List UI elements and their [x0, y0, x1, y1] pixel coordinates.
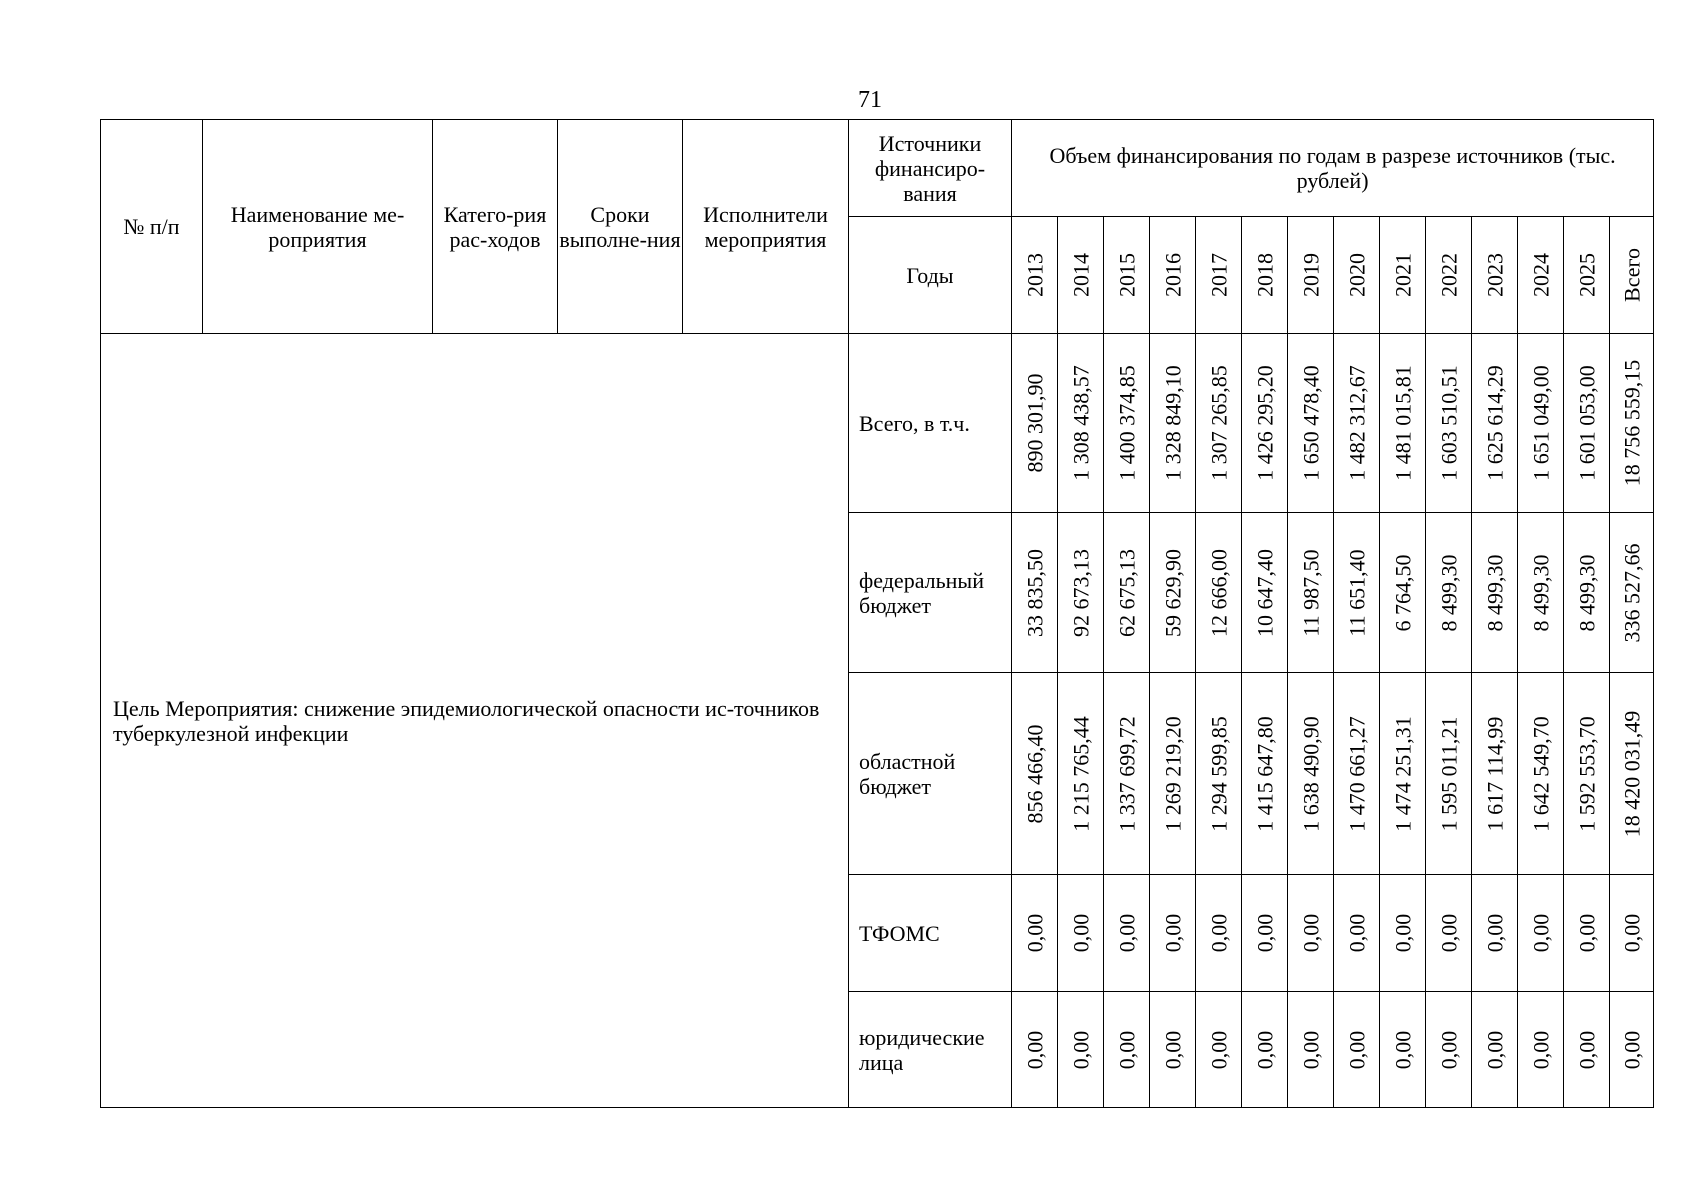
year-header-cell: [1058, 217, 1104, 334]
value: 1 307 265,85: [1206, 365, 1231, 481]
value-cell: [1334, 673, 1380, 875]
year-header: 2015: [1114, 253, 1139, 297]
value-cell: [1472, 992, 1518, 1108]
value-cell: [1610, 673, 1654, 875]
value: 6 764,50: [1390, 554, 1415, 631]
value-cell: [1380, 334, 1426, 513]
value-cell: [1472, 673, 1518, 875]
header-executors-cell: [683, 120, 849, 334]
source-cell: [849, 513, 1012, 673]
year-header: 2019: [1298, 253, 1323, 297]
value-cell: [1610, 992, 1654, 1108]
year-header: 2024: [1528, 253, 1553, 297]
value: 62 675,13: [1114, 548, 1139, 637]
year-header-cell: [1288, 217, 1334, 334]
year-header-cell: [1104, 217, 1150, 334]
value: 1 269 219,20: [1160, 715, 1185, 832]
source-label: федеральный бюджет: [859, 567, 984, 618]
value: 12 666,00: [1206, 548, 1231, 637]
value-cell: [1518, 513, 1564, 673]
header-name: Наименование ме-роприятия: [230, 201, 405, 252]
value-cell: [1104, 513, 1150, 673]
value-cell: [1426, 334, 1472, 513]
value-cell: [1058, 992, 1104, 1108]
value-cell: [1104, 992, 1150, 1108]
year-header: 2013: [1022, 253, 1047, 297]
value-cell: [1058, 673, 1104, 875]
value-cell: [1472, 334, 1518, 513]
value-cell: [1012, 875, 1058, 992]
value-cell: [1150, 513, 1196, 673]
year-header: 2025: [1574, 253, 1599, 297]
header-category: Катего-рия рас-ходов: [443, 201, 547, 252]
value: 0,00: [1574, 913, 1599, 953]
value-cell: [1104, 334, 1150, 513]
value-cell: [1472, 875, 1518, 992]
value-cell: [1518, 992, 1564, 1108]
value: 11 987,50: [1298, 548, 1323, 637]
value-cell: [1150, 992, 1196, 1108]
value: 0,00: [1114, 1030, 1139, 1069]
value-cell: [1242, 673, 1288, 875]
value: 8 499,30: [1528, 554, 1553, 631]
year-header: 2022: [1436, 253, 1461, 297]
year-header: 2021: [1390, 253, 1415, 297]
source-cell: [849, 875, 1012, 992]
value-cell: [1334, 875, 1380, 992]
value-cell: [1564, 875, 1610, 992]
year-header-cell: [1334, 217, 1380, 334]
year-header-cell: [1150, 217, 1196, 334]
value-cell: [1058, 334, 1104, 513]
value-cell: [1242, 513, 1288, 673]
value-cell: [1518, 875, 1564, 992]
value: 1 603 510,51: [1436, 365, 1461, 481]
financing-table: [100, 119, 1654, 1108]
value-cell: [1012, 513, 1058, 673]
value-cell: [1610, 334, 1654, 513]
year-header-cell: [1518, 217, 1564, 334]
value: 1 482 312,67: [1344, 365, 1369, 481]
value-cell: [1196, 673, 1242, 875]
value: 0,00: [1160, 1030, 1185, 1069]
value: 1 601 053,00: [1574, 365, 1599, 481]
header-volume: Объем финансирования по годам в разрезе источников (тыс. рублей): [1049, 143, 1616, 193]
value: 0,00: [1436, 913, 1461, 953]
value-cell: [1380, 673, 1426, 875]
source-label: ТФОМС: [859, 920, 940, 946]
source-cell: [849, 673, 1012, 875]
value: 0,00: [1298, 913, 1323, 953]
value-cell: [1380, 875, 1426, 992]
value: 10 647,40: [1252, 548, 1277, 637]
value-cell: [1564, 334, 1610, 513]
value: 33 835,50: [1022, 548, 1047, 637]
header-terms-cell: [558, 120, 683, 334]
header-terms: Сроки выполне-ния: [559, 201, 681, 252]
value-cell: [1472, 513, 1518, 673]
value: 0,00: [1482, 913, 1507, 953]
header-sources-cell: [849, 120, 1012, 217]
value-cell: [1242, 334, 1288, 513]
value-cell: [1104, 673, 1150, 875]
value: 0,00: [1252, 913, 1277, 953]
value: 1 625 614,29: [1482, 365, 1507, 481]
year-header: Всего: [1619, 248, 1645, 302]
value-cell: [1242, 875, 1288, 992]
value: 0,00: [1022, 913, 1047, 953]
source-cell: [849, 334, 1012, 513]
value: 0,00: [1390, 1030, 1415, 1069]
table-body: [101, 120, 1654, 1108]
year-header: 2017: [1206, 253, 1231, 297]
value-cell: [1380, 992, 1426, 1108]
year-header-cell: [1426, 217, 1472, 334]
year-header-cell: [1196, 217, 1242, 334]
value: 0,00: [1298, 1030, 1323, 1069]
year-header: 2020: [1344, 253, 1369, 297]
value: 1 650 478,40: [1298, 365, 1323, 481]
value: 1 294 599,85: [1206, 715, 1231, 832]
value: 1 308 438,57: [1068, 365, 1093, 481]
source-label: областной бюджет: [859, 748, 956, 799]
value-cell: [1426, 875, 1472, 992]
value-cell: [1058, 875, 1104, 992]
value: 1 474 251,31: [1390, 715, 1415, 832]
year-header-cell: [1472, 217, 1518, 334]
value: 1 592 553,70: [1574, 715, 1599, 832]
value: 0,00: [1390, 913, 1415, 953]
value: 856 466,40: [1022, 724, 1047, 823]
value: 0,00: [1068, 1030, 1093, 1069]
header-sources: Источники финансиро-вания: [874, 130, 986, 206]
value-cell: [1104, 875, 1150, 992]
value-cell: [1012, 673, 1058, 875]
value-cell: [1334, 334, 1380, 513]
value-cell: [1518, 673, 1564, 875]
value-cell: [1288, 992, 1334, 1108]
value: 11 651,40: [1344, 548, 1369, 637]
header-num-cell: [101, 120, 203, 334]
header-num: № п/п: [123, 214, 180, 239]
value: 1 638 490,90: [1298, 715, 1323, 832]
source-label: юридические лица: [859, 1024, 985, 1075]
value: 0,00: [1344, 913, 1369, 953]
year-header-cell: [1242, 217, 1288, 334]
value: 8 499,30: [1574, 554, 1599, 631]
value-cell: [1564, 513, 1610, 673]
value-cell: [1380, 513, 1426, 673]
source-cell: [849, 992, 1012, 1108]
value: 890 301,90: [1022, 373, 1047, 473]
value-cell: [1012, 334, 1058, 513]
header-category-cell: [433, 120, 558, 334]
value: 0,00: [1528, 1030, 1553, 1069]
value-cell: [1564, 992, 1610, 1108]
header-executors: Исполнители мероприятия: [703, 201, 828, 252]
value: 0,00: [1619, 1030, 1645, 1069]
value: 1 595 011,21: [1436, 716, 1461, 831]
source-label: Всего, в т.ч.: [859, 410, 970, 436]
value: 1 337 699,72: [1114, 715, 1139, 832]
value-cell: [1426, 673, 1472, 875]
value: 0,00: [1574, 1030, 1599, 1069]
value: 1 415 647,80: [1252, 715, 1277, 832]
year-header-cell: [1380, 217, 1426, 334]
value: 1 426 295,20: [1252, 365, 1277, 481]
year-header: 2014: [1068, 253, 1093, 297]
value: 0,00: [1528, 913, 1553, 953]
value-cell: [1610, 513, 1654, 673]
value-cell: [1242, 992, 1288, 1108]
value: 8 499,30: [1482, 554, 1507, 631]
data-row: [101, 334, 1654, 513]
value-cell: [1334, 992, 1380, 1108]
goal-cell: [101, 334, 849, 1108]
year-header: 2018: [1252, 253, 1277, 297]
page-number: 71: [858, 87, 882, 113]
value: 0,00: [1252, 1030, 1277, 1069]
value: 1 328 849,10: [1160, 365, 1185, 481]
value: 92 673,13: [1068, 548, 1093, 637]
value: 1 642 549,70: [1528, 715, 1553, 832]
value: 0,00: [1022, 1030, 1047, 1069]
year-header: 2023: [1482, 253, 1507, 297]
value-cell: [1288, 334, 1334, 513]
value: 18 420 031,49: [1619, 710, 1645, 837]
header-years-label: Годы: [906, 262, 954, 288]
value: 0,00: [1344, 1030, 1369, 1069]
value: 0,00: [1160, 913, 1185, 953]
value-cell: [1518, 334, 1564, 513]
value-cell: [1196, 513, 1242, 673]
value: 59 629,90: [1160, 548, 1185, 637]
value: 1 481 015,81: [1390, 365, 1415, 481]
value-cell: [1150, 334, 1196, 513]
value-cell: [1058, 513, 1104, 673]
value-cell: [1288, 513, 1334, 673]
value: 0,00: [1206, 913, 1231, 953]
value: 18 756 559,15: [1619, 359, 1645, 487]
value-cell: [1196, 992, 1242, 1108]
header-volume-cell: [1012, 120, 1654, 217]
value-cell: [1150, 875, 1196, 992]
value: 0,00: [1436, 1030, 1461, 1069]
value: 336 527,66: [1619, 543, 1645, 642]
value: 0,00: [1206, 1030, 1231, 1069]
year-header: 2016: [1160, 253, 1185, 297]
header-name-cell: [203, 120, 433, 334]
header-years-label-cell: [849, 217, 1012, 334]
value-cell: [1610, 875, 1654, 992]
value: 1 215 765,44: [1068, 715, 1093, 832]
value: 0,00: [1482, 1030, 1507, 1069]
header-row-1: [101, 120, 1654, 217]
value: 0,00: [1619, 913, 1645, 953]
year-header-cell: [1012, 217, 1058, 334]
value: 8 499,30: [1436, 554, 1461, 631]
value-cell: [1012, 992, 1058, 1108]
value-cell: [1334, 513, 1380, 673]
value: 1 470 661,27: [1344, 715, 1369, 832]
value-cell: [1426, 992, 1472, 1108]
value-cell: [1426, 513, 1472, 673]
value-cell: [1196, 334, 1242, 513]
value: 0,00: [1068, 913, 1093, 953]
value: 1 400 374,85: [1114, 365, 1139, 481]
value-cell: [1196, 875, 1242, 992]
year-header-cell: [1610, 217, 1654, 334]
value: 0,00: [1114, 913, 1139, 953]
value-cell: [1564, 673, 1610, 875]
value: 1 651 049,00: [1528, 365, 1553, 481]
value-cell: [1150, 673, 1196, 875]
value-cell: [1288, 673, 1334, 875]
year-header-cell: [1564, 217, 1610, 334]
value-cell: [1288, 875, 1334, 992]
value: 1 617 114,99: [1482, 716, 1507, 831]
goal-text: Цель Мероприятия: снижение эпидемиологической опасности ис-точников туберкулезной инфекции: [113, 695, 820, 746]
